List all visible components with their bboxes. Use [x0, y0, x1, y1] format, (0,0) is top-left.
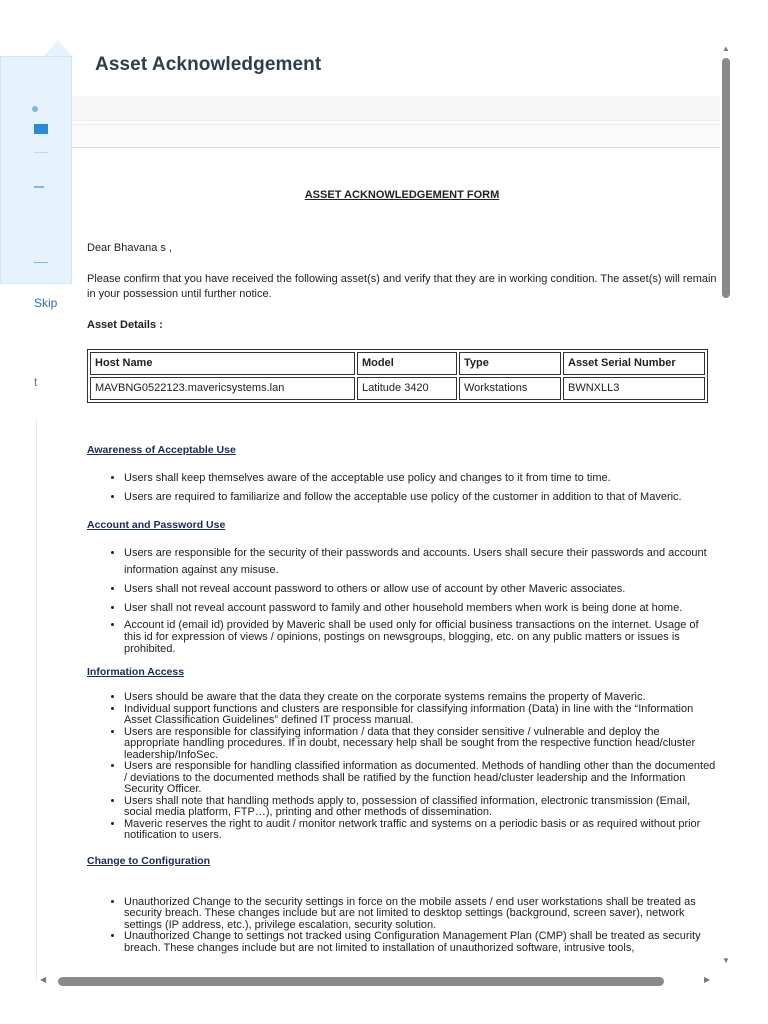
background-dot [32, 106, 38, 112]
list-item: • Unauthorized Change to the security settings in force on the mobile assets / end user workstations shall be treated as security breach. These changes include but are not limited to desktop settings (background, screen saver), network settings (IP address, etc.), privilege escalation, security solution. [124, 897, 717, 932]
background-step-marker [34, 186, 44, 188]
modal-subheader-band [72, 124, 720, 148]
modal-toolbar-band [72, 96, 720, 121]
section-heading-acceptable-use: Awareness of Acceptable Use [87, 444, 236, 456]
list-item: • Users are responsible for the security of their passwords and accounts. Users shall secure their passwords and account information against any misuse. [124, 545, 717, 579]
list-item: • Unauthorized Change to settings not tracked using Configuration Management Plan (CMP) shall be treated as security breach. These changes include but are not limited to installation of unauthorized software, intrusive tools, [124, 931, 717, 954]
acceptable-use-list [87, 470, 717, 506]
asset-acknowledgement-modal [72, 40, 720, 984]
background-side-panel [0, 56, 72, 284]
vertical-scrollbar-thumb[interactable] [722, 58, 730, 298]
asset-details-table [87, 349, 708, 403]
list-item: • Users shall not reveal account password to others or allow use of account by other Maveric associates. [124, 581, 717, 598]
background-progress-marker [34, 124, 48, 134]
scroll-right-arrow-icon[interactable]: ▶ [704, 975, 711, 984]
scroll-left-arrow-icon[interactable]: ◀ [40, 975, 47, 984]
background-border-line [36, 420, 37, 980]
modal-title: Asset Acknowledgement [95, 54, 322, 75]
background-skip-link[interactable]: Skip [34, 296, 58, 310]
acknowledgement-form-content [87, 188, 717, 966]
table-header-row [90, 352, 705, 375]
background-text-fragment: t [34, 375, 38, 389]
information-access-list [87, 692, 717, 842]
background-panel-notch [44, 40, 72, 56]
list-item: • Users are required to familiarize and follow the acceptable use policy of the customer in addition to that of Maveric. [124, 489, 717, 506]
background-divider [34, 152, 48, 153]
column-header-serial-number: Asset Serial Number [563, 352, 705, 375]
column-header-host-name: Host Name [90, 352, 355, 375]
list-item: • Account id (email id) provided by Maveric shall be used only for official business transactions on the internet. Usage of this id for expression of views / opinions, postings on newsgroups, blogging, etc. on any public matters or issues is prohibited. [124, 619, 717, 655]
scroll-up-arrow-icon[interactable]: ▲ [722, 44, 730, 53]
cell-host-name: MAVBNG0522123.mavericsystems.lan [90, 377, 355, 400]
list-item: • Users are responsible for classifying information / data that they consider sensitive / vulnerable and deploy the appropriate handling procedures. If in doubt, necessary help shall be sought from the respective function head/cluster leadership/InfoSec. [124, 727, 717, 762]
cell-type: Workstations [459, 377, 561, 400]
horizontal-scrollbar-thumb[interactable] [58, 977, 664, 986]
greeting-text: Dear Bhavana s , [87, 242, 172, 254]
table-row [90, 377, 705, 400]
list-item: • User shall not reveal account password to family and other household members when work is being done at home. [124, 600, 717, 617]
list-item: • Users shall note that handling methods apply to, possession of classified information, electronic transmission (Email, social media platform, FTP…), printing and other methods of dissemination. [124, 796, 717, 819]
form-heading: ASSET ACKNOWLEDGEMENT FORM [304, 189, 500, 201]
section-heading-information-access: Information Access [87, 666, 185, 678]
list-item: • Users shall keep themselves aware of the acceptable use policy and changes to it from time to time. [124, 470, 717, 487]
background-underline [34, 262, 48, 263]
list-item: • Users are responsible for handling classified information as documented. Methods of handling other than the documented / deviations to the documented methods shall be ratified by the function head/cluster leadership and the Information Security Officer. [124, 761, 717, 796]
scroll-down-arrow-icon[interactable]: ▼ [722, 956, 730, 965]
change-configuration-list [87, 897, 717, 955]
asset-details-label: Asset Details : [87, 319, 163, 331]
intro-paragraph: Please confirm that you have received the following asset(s) and verify that they are in working condition. The asset(s) will remain in your possession until further notice. [87, 273, 717, 300]
cell-model: Latitude 3420 [357, 377, 457, 400]
list-item: • Maveric reserves the right to audit / monitor network traffic and systems on a periodic basis or as required without prior notification to users. [124, 819, 717, 842]
section-heading-change-configuration: Change to Configuration [87, 854, 211, 867]
list-item: • Users should be aware that the data they create on the corporate systems remains the property of Maveric. [124, 692, 717, 704]
account-password-list [87, 545, 717, 655]
list-item: • Individual support functions and clusters are responsible for classifying information (Data) in line with the “Information Asset Classification Guidelines” defined IT process manual. [124, 704, 717, 727]
cell-serial-number: BWNXLL3 [563, 377, 705, 400]
column-header-model: Model [357, 352, 457, 375]
column-header-type: Type [459, 352, 561, 375]
section-heading-account-password: Account and Password Use [87, 519, 226, 531]
